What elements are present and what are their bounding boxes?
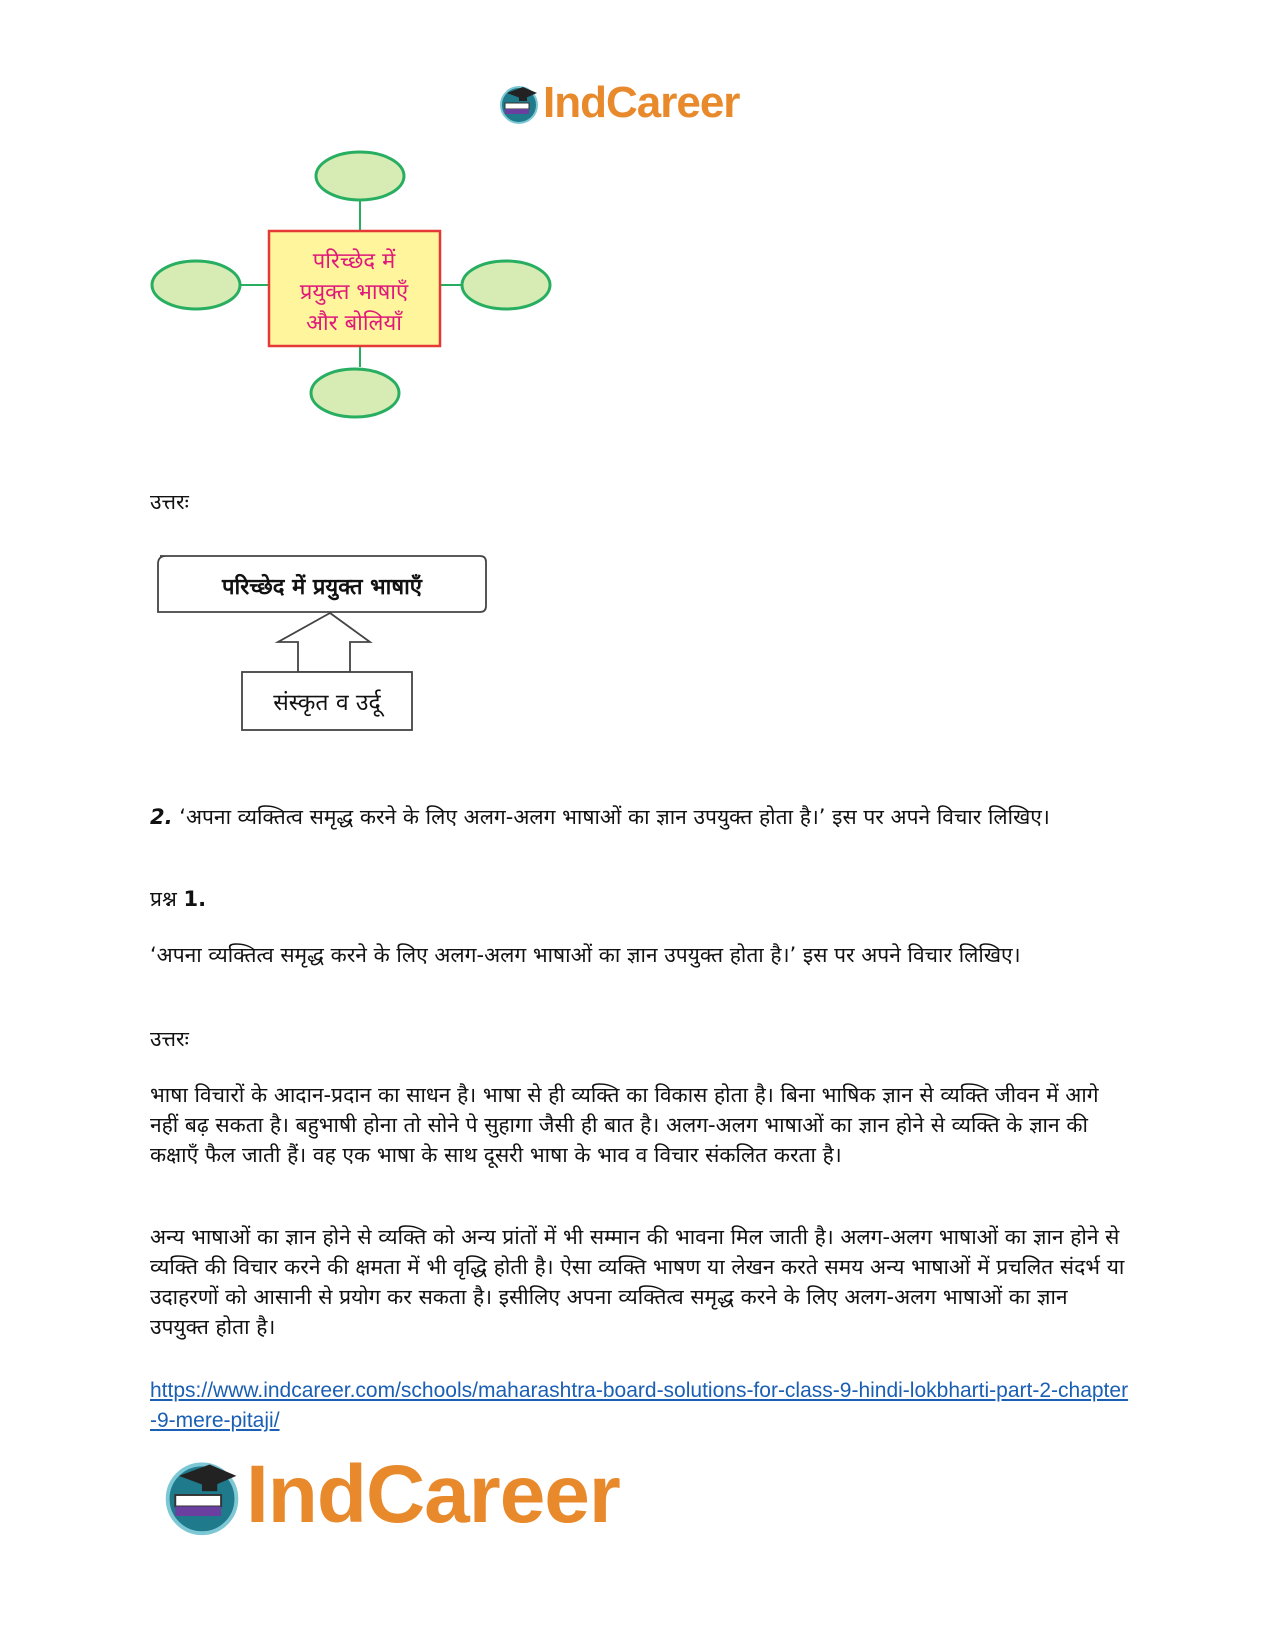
answer-paragraph-2: अन्य भाषाओं का ज्ञान होने से व्यक्ति को अन्य प्रांतों में भी सम्मान की भावना मिल जाती है। अलग-अलग भाषाओं का ज्ञान होने से व्यक्ति की विचार करने की क्षमता में भी वृद्धि होती है। ऐसा व्यक्ति भाषण या लेखन करते समय अन्य भाषाओं में प्रचलित संदर्भ या उदाहरणों को आसानी से प्रयोग कर सकता है। इसीलिए अपना व्यक्तित्व समृद्ध करने के लिए अलग-अलग भाषाओं का ज्ञान उपयुक्त होता है। xyxy=(150,1225,1125,1339)
mind-map-diagram xyxy=(150,150,560,430)
answer-label: उत्तरः xyxy=(150,490,189,514)
bubble-top xyxy=(316,152,404,200)
question-2-text: ‘अपना व्यक्तित्व समृद्ध करने के लिए अलग-अलग भाषाओं का ज्ञान उपयुक्त होता है।’ इस पर अपने विचार लिखिए। xyxy=(172,805,1050,829)
prashn-label: प्रश्न xyxy=(150,887,177,911)
question-2 xyxy=(150,802,1130,832)
top-box-text: परिच्छेद में प्रयुक्त भाषाएँ xyxy=(222,575,422,600)
center-line-3: और बोलियाँ xyxy=(306,311,402,336)
answer-flow-diagram xyxy=(150,550,500,740)
center-line-2: प्रयुक्त भाषाएँ xyxy=(299,280,409,305)
answer-paragraph-1: भाषा विचारों के आदान-प्रदान का साधन है। भाषा से ही व्यक्ति का विकास होता है। बिना भाषिक ज्ञान से व्यक्ति जीवन में आगे नहीं बढ़ सकता है। बहुभाषी होना तो सोने पे सुहागा जैसी ही बात है। अलग-अलग भाषाओं का ज्ञान होने से व्यक्ति के ज्ञान की कक्षाएँ फैल जाती हैं। वह एक भाषा के साथ दूसरी भाषा के भाव व विचार संकलित करता है। xyxy=(150,1083,1099,1167)
header-logo xyxy=(497,78,739,128)
answer-label-2: उत्तरः xyxy=(150,1027,189,1051)
up-arrow-icon xyxy=(278,613,370,672)
prashn-heading xyxy=(150,885,206,913)
bubble-bottom xyxy=(311,369,399,417)
source-link[interactable]: https://www.indcareer.com/schools/maharashtra-board-solutions-for-class-9-hindi-lokbharti-part-2-chapter-9-mere-pitaji/ xyxy=(150,1379,1129,1432)
bubble-left xyxy=(152,261,240,309)
prashn-number: 1. xyxy=(183,887,207,911)
graduation-book-globe-icon xyxy=(160,1453,244,1537)
question-2-number: 2. xyxy=(150,805,173,829)
bottom-box-text: संस्कृत व उर्दू xyxy=(273,690,381,716)
question-text: ‘अपना व्यक्तित्व समृद्ध करने के लिए अलग-अलग भाषाओं का ज्ञान उपयुक्त होता है।’ इस पर अपने विचार लिखिए। xyxy=(150,943,1021,967)
header-logo-text: IndCareer xyxy=(543,78,740,127)
graduation-book-globe-icon xyxy=(497,81,541,125)
footer-logo xyxy=(160,1448,620,1542)
center-line-1: परिच्छेद में xyxy=(312,249,396,274)
footer-logo-text: IndCareer xyxy=(246,1449,620,1540)
bubble-right xyxy=(462,261,550,309)
